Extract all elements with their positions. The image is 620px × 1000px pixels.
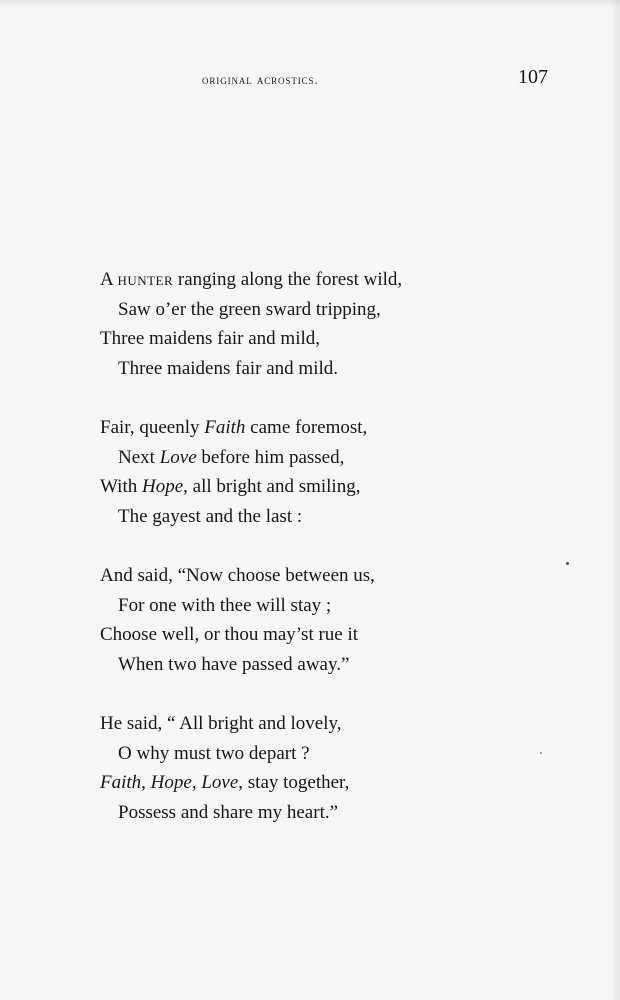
poem-line: When two have passed away.” — [118, 653, 350, 675]
line-text: A — [100, 269, 118, 290]
poem-line — [100, 443, 580, 473]
italic-word: Faith — [204, 417, 246, 438]
running-title: original acrostics. — [202, 72, 319, 87]
stanza-4 — [100, 709, 580, 827]
line-text: ranging along the forest wild, — [173, 269, 403, 290]
italic-word: Hope — [150, 772, 192, 793]
poem-line: Choose well, or thou may’st rue it — [100, 624, 359, 645]
paper-speck — [540, 752, 542, 754]
line-text: , stay together, — [238, 772, 350, 793]
italic-word: Hope — [141, 476, 184, 497]
stanza-3 — [100, 561, 580, 679]
poem-line — [100, 265, 580, 295]
poem-line: For one with thee will stay ; — [118, 594, 332, 616]
poem-line: O why must two depart ? — [118, 742, 310, 764]
stanza-1 — [100, 265, 580, 383]
poem-line: He said, “ All bright and lovely, — [100, 713, 342, 734]
page-top-shadow — [0, 0, 620, 8]
line-text: With — [100, 476, 142, 497]
line-text: Next — [118, 446, 160, 468]
page-right-shadow — [610, 0, 620, 1000]
poem — [100, 265, 580, 827]
italic-word: Love — [159, 446, 197, 468]
poem-line: Possess and share my heart.” — [118, 801, 339, 823]
poem-line: Saw o’er the green sward tripping, — [118, 298, 381, 320]
poem-line — [100, 413, 580, 443]
poem-line: The gayest and the last : — [118, 505, 303, 527]
poem-line: And said, “Now choose between us, — [100, 565, 375, 586]
line-text: , — [141, 772, 151, 793]
italic-word: Faith — [100, 772, 142, 793]
paper-speck — [566, 562, 569, 565]
italic-word: Love — [201, 772, 239, 793]
poem-line — [100, 472, 580, 502]
stanza-2 — [100, 413, 580, 531]
page-number: 107 — [518, 66, 548, 88]
poem-line — [100, 768, 580, 798]
small-caps-word: hunter — [117, 269, 174, 290]
line-text: , all bright and smiling, — [183, 476, 361, 497]
line-text: came foremost, — [245, 417, 368, 438]
line-text: , — [191, 772, 202, 793]
poem-line: Three maidens fair and mild, — [100, 328, 321, 349]
line-text: before him passed, — [196, 446, 345, 468]
poem-line: Three maidens fair and mild. — [118, 357, 339, 379]
line-text: Fair, queenly — [100, 417, 205, 438]
